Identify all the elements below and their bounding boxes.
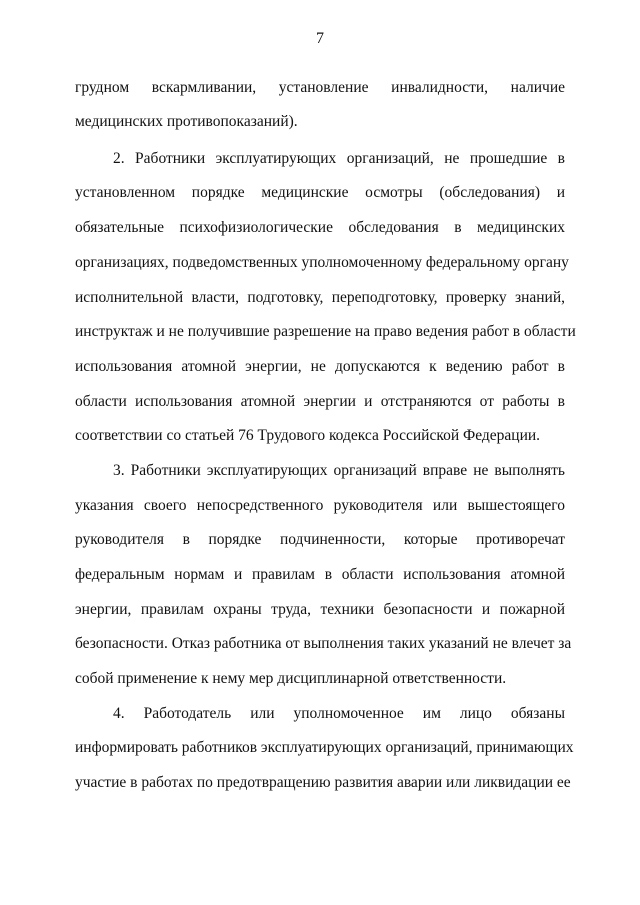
text-line: соответствии со статьей 76 Трудового кодекса Российской Федерации. xyxy=(75,427,541,444)
text-line: исполнительной власти, подготовку, переподготовку, проверку знаний, xyxy=(75,289,565,306)
text-line: 2. Работники эксплуатирующих организаций, не прошедшие в xyxy=(113,150,565,167)
text-line: инструктаж и не получившие разрешение на право ведения работ в области xyxy=(75,323,576,340)
text-line: энергии, правилам охраны труда, техники безопасности и пожарной xyxy=(75,601,565,618)
text-line: использования атомной энергии, не допускаются к ведению работ в xyxy=(75,358,565,375)
text-line: собой применение к нему мер дисциплинарной ответственности. xyxy=(75,670,507,687)
text-line: 3. Работники эксплуатирующих организаций вправе не выполнять xyxy=(113,462,565,479)
text-line: информировать работников эксплуатирующих организаций, принимающих xyxy=(75,739,574,756)
page-number: 7 xyxy=(316,30,324,47)
text-line: медицинских противопоказаний). xyxy=(75,113,298,130)
text-line: организациях, подведомственных уполномоченному федеральному органу xyxy=(75,254,569,271)
text-line: обязательные психофизиологические обследования в медицинских xyxy=(75,219,565,236)
text-line: установленном порядке медицинские осмотры (обследования) и xyxy=(75,184,565,201)
text-line: руководителя в порядке подчиненности, которые противоречат xyxy=(75,531,565,548)
text-line: указания своего непосредственного руководителя или вышестоящего xyxy=(75,497,565,514)
text-line: 4. Работодатель или уполномоченное им лицо обязаны xyxy=(113,705,565,722)
text-line: безопасности. Отказ работника от выполнения таких указаний не влечет за xyxy=(75,635,572,652)
text-line: федеральным нормам и правилам в области использования атомной xyxy=(75,566,565,583)
text-line: грудном вскармливании, установление инвалидности, наличие xyxy=(75,79,565,96)
text-line: области использования атомной энергии и отстраняются от работы в xyxy=(75,393,565,410)
text-line: участие в работах по предотвращению развития аварии или ликвидации ее xyxy=(75,774,571,791)
